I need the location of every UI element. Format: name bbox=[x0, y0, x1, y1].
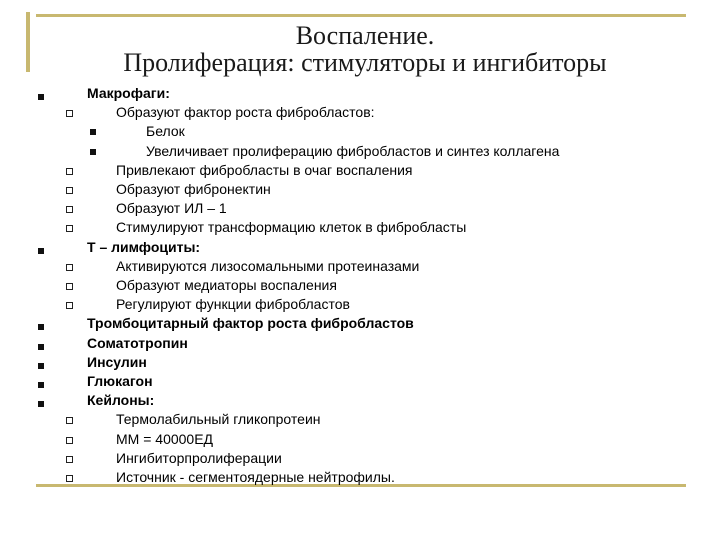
list-item: Образуют фибронектин bbox=[116, 181, 271, 197]
hollow-square-bullet-icon bbox=[66, 417, 73, 424]
list-item: Белок bbox=[146, 123, 185, 140]
slide-title bbox=[0, 22, 720, 76]
square-bullet-icon bbox=[90, 129, 96, 135]
hollow-square-bullet-icon bbox=[66, 225, 73, 232]
square-bullet-icon bbox=[38, 248, 44, 254]
list-item: Источник - сегментоядерные нейтрофилы. bbox=[116, 469, 395, 485]
list-item: Макрофаги: bbox=[87, 85, 170, 101]
list-item: ММ = 40000ЕД bbox=[116, 430, 214, 447]
hollow-square-bullet-icon bbox=[66, 264, 73, 271]
square-bullet-icon bbox=[38, 324, 44, 330]
list-item: Тромбоцитарный фактор роста фибробластов bbox=[87, 315, 414, 332]
hollow-square-bullet-icon bbox=[66, 302, 73, 309]
list-item: Инсулин bbox=[87, 353, 147, 370]
list-item: Глюкагон bbox=[87, 373, 153, 389]
title-line-1: Воспаление. bbox=[295, 21, 435, 50]
title-line-2: Пролиферация: стимуляторы и ингибиторы bbox=[123, 48, 607, 77]
list-item: Привлекают фибробласты в очаг воспаления bbox=[116, 161, 413, 178]
hollow-square-bullet-icon bbox=[66, 187, 73, 194]
frame-top-line bbox=[36, 14, 686, 17]
list-item: Стимулируют трансформацию клеток в фибробласты bbox=[116, 219, 467, 236]
list-item: Регулируют функции фибробластов bbox=[116, 296, 350, 313]
square-bullet-icon bbox=[38, 401, 44, 407]
hollow-square-bullet-icon bbox=[66, 437, 73, 444]
list-item: Активируются лизосомальными протеиназами bbox=[116, 257, 420, 274]
list-item: Образуют медиаторы воспаления bbox=[116, 277, 337, 293]
list-item: Образуют фактор роста фибробластов: bbox=[116, 104, 375, 121]
square-bullet-icon bbox=[38, 382, 44, 388]
list-item: Ингибиторпролиферации bbox=[116, 449, 282, 466]
square-bullet-icon bbox=[38, 363, 44, 369]
hollow-square-bullet-icon bbox=[66, 456, 73, 463]
list-item: Соматотропин bbox=[87, 334, 188, 351]
hollow-square-bullet-icon bbox=[66, 168, 73, 175]
square-bullet-icon bbox=[38, 344, 44, 350]
hollow-square-bullet-icon bbox=[66, 110, 73, 117]
list-item: Термолабильный гликопротеин bbox=[116, 411, 321, 428]
list-item: Т – лимфоциты: bbox=[87, 238, 201, 255]
list-item: Кейлоны: bbox=[87, 392, 155, 409]
list-item: Увеличивает пролиферацию фибробластов и синтез коллагена bbox=[146, 142, 560, 159]
hollow-square-bullet-icon bbox=[66, 206, 73, 213]
list-item: Образуют ИЛ – 1 bbox=[116, 200, 227, 217]
square-bullet-icon bbox=[90, 149, 96, 155]
hollow-square-bullet-icon bbox=[66, 283, 73, 290]
square-bullet-icon bbox=[38, 94, 44, 100]
hollow-square-bullet-icon bbox=[66, 475, 73, 482]
